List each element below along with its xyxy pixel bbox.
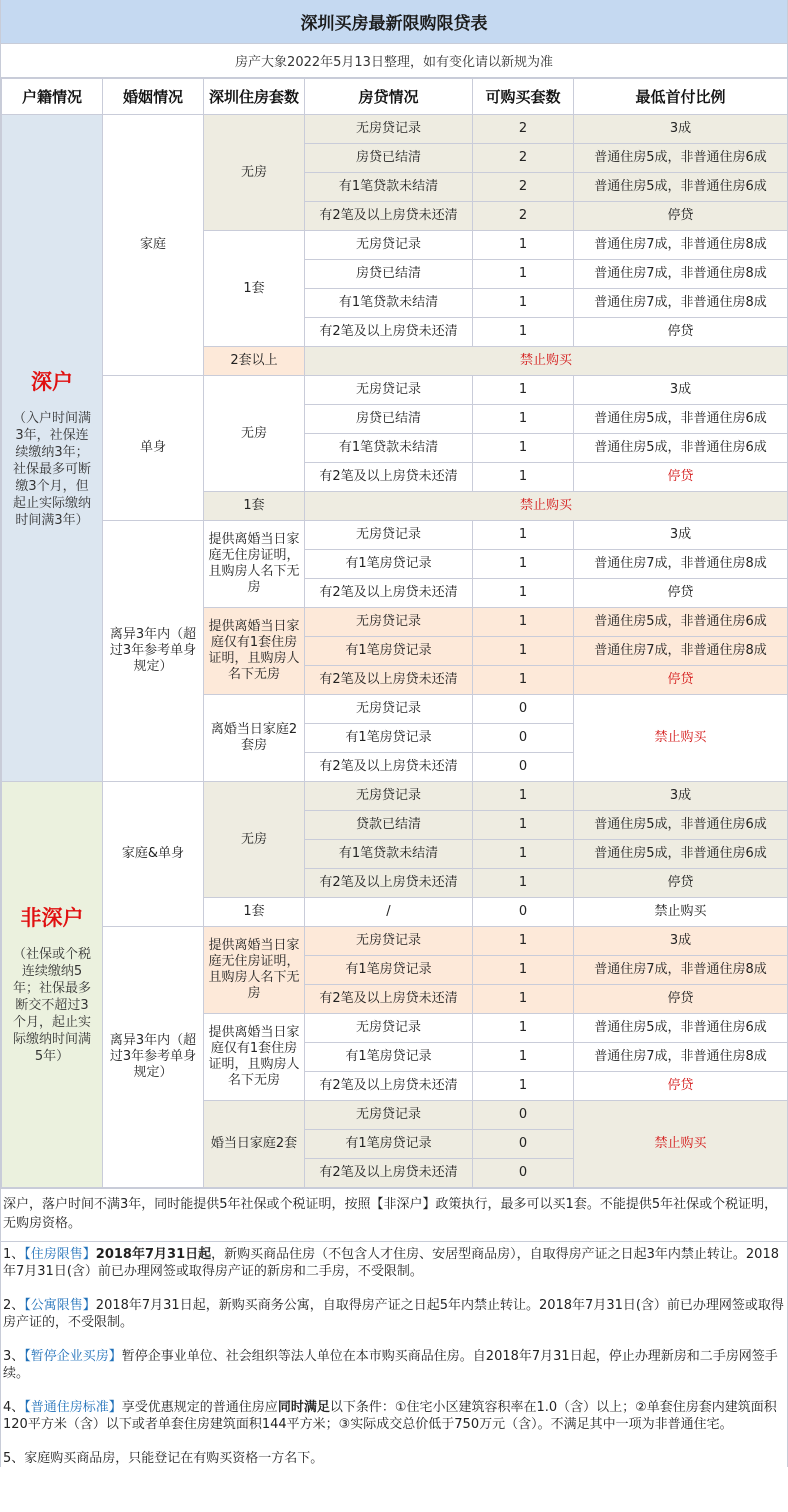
count-cell: 1 (473, 289, 574, 318)
loan-cell: 有1笔贷款未结清 (305, 434, 473, 463)
table-row (2, 376, 788, 405)
loan-cell: 贷款已结清 (305, 811, 473, 840)
homes-divorced-none: 提供离婚当日家庭无住房证明，且购房人名下无房 (204, 521, 305, 608)
count-cell: 1 (473, 927, 574, 956)
header-homes: 深圳住房套数 (204, 79, 305, 115)
note-tag: 【住房限售】 (24, 1247, 96, 1262)
note-tag: 【公寓限售】 (24, 1298, 96, 1313)
count-cell: 0 (473, 724, 574, 753)
hukou-feishenhu-note: （社保或个税连续缴纳5年；社保最多断交不超过3个月，起止实际缴纳时间满5年） (12, 947, 91, 1064)
loan-cell: 无房贷记录 (305, 1014, 473, 1043)
count-cell: 1 (473, 840, 574, 869)
homes-two-plus: 2套以上 (204, 347, 305, 376)
hukou-shenhu-cell (2, 115, 103, 782)
loan-cell: 无房贷记录 (305, 1101, 473, 1130)
loan-cell: 有1笔贷款未结清 (305, 840, 473, 869)
marital-family-single: 家庭&单身 (103, 782, 204, 927)
loan-cell: 有2笔及以上房贷未还清 (305, 579, 473, 608)
count-cell: 0 (473, 898, 574, 927)
note-prefix: 5、 (3, 1451, 25, 1466)
ratio-cell: 普通住房5成，非普通住房6成 (574, 405, 788, 434)
count-cell: 1 (473, 985, 574, 1014)
note-text: 2018年7月31日起，新购买商务公寓，自取得房产证之日起5年内禁止转让。2018年7月31日(含）前已办理网签或取得房产证的，不受限制。 (3, 1298, 784, 1330)
loan-cell: 有1笔房贷记录 (305, 1043, 473, 1072)
note-text: 家庭购买商品房，只能登记在有购买资格一方名下。 (24, 1451, 324, 1466)
loan-cell: 有1笔房贷记录 (305, 724, 473, 753)
count-cell: 0 (473, 753, 574, 782)
notes-section (1, 1188, 787, 1467)
homes-none: 无房 (204, 782, 305, 898)
count-cell: 1 (473, 956, 574, 985)
header-count: 可购买套数 (473, 79, 574, 115)
ratio-cell: 停贷 (574, 869, 788, 898)
count-cell: 1 (473, 550, 574, 579)
note-pre: 享受优惠规定的普通住房应 (121, 1400, 278, 1415)
loan-cell: 房贷已结清 (305, 144, 473, 173)
count-cell: 1 (473, 811, 574, 840)
count-cell: 2 (473, 144, 574, 173)
table-row (2, 115, 788, 144)
hukou-feishenhu-label: 非深户 (20, 905, 84, 930)
ratio-cell: 普通住房7成，非普通住房8成 (574, 260, 788, 289)
table-header-row (2, 79, 788, 115)
note-prefix: 3、 (3, 1349, 25, 1364)
loan-cell: 有1笔贷款未结清 (305, 173, 473, 202)
ratio-cell: 普通住房7成，非普通住房8成 (574, 637, 788, 666)
loan-cell: 无房贷记录 (305, 695, 473, 724)
footnote: 深户，落户时间不满3年，同时能提供5年社保或个税证明，按照【非深户】政策执行，最多可以买1套。不能提供5年社保或个税证明，无购房资格。 (1, 1189, 787, 1242)
forbidden-cell: 禁止购买 (305, 347, 788, 376)
count-cell: 1 (473, 579, 574, 608)
ratio-cell: 普通住房7成，非普通住房8成 (574, 289, 788, 318)
ratio-cell: 停贷 (574, 985, 788, 1014)
header-ratio: 最低首付比例 (574, 79, 788, 115)
count-cell: 2 (473, 202, 574, 231)
loan-cell: 无房贷记录 (305, 782, 473, 811)
forbidden-cell: 禁止购买 (305, 492, 788, 521)
count-cell: 1 (473, 434, 574, 463)
ratio-cell: 3成 (574, 521, 788, 550)
marital-single: 单身 (103, 376, 204, 521)
homes-divorced-two: 婚当日家庭2套 (204, 1101, 305, 1188)
header-loan: 房贷情况 (305, 79, 473, 115)
count-cell: 1 (473, 1014, 574, 1043)
note-prefix: 2、 (3, 1298, 25, 1313)
ratio-cell: 普通住房5成，非普通住房6成 (574, 840, 788, 869)
loan-cell: 房贷已结清 (305, 260, 473, 289)
hukou-shenhu-label: 深户 (31, 368, 73, 394)
loan-cell: 有2笔及以上房贷未还清 (305, 666, 473, 695)
page-title: 深圳买房最新限购限贷表 (1, 0, 787, 44)
policy-notes (1, 1242, 787, 1467)
loan-cell: 有2笔及以上房贷未还清 (305, 869, 473, 898)
ratio-cell: 普通住房5成，非普通住房6成 (574, 434, 788, 463)
ratio-cell: 3成 (574, 115, 788, 144)
marital-divorced: 离异3年内（超过3年参考单身规定） (103, 521, 204, 782)
note-item-2 (3, 1297, 785, 1331)
homes-one: 1套 (204, 231, 305, 347)
ratio-cell: 停贷 (574, 463, 788, 492)
ratio-cell: 停贷 (574, 1072, 788, 1101)
loan-cell: 有2笔及以上房贷未还清 (305, 1159, 473, 1188)
count-cell: 1 (473, 318, 574, 347)
loan-cell: 有2笔及以上房贷未还清 (305, 985, 473, 1014)
count-cell: 1 (473, 869, 574, 898)
count-cell: 1 (473, 637, 574, 666)
loan-cell: 无房贷记录 (305, 608, 473, 637)
marital-divorced: 离异3年内（超过3年参考单身规定） (103, 927, 204, 1188)
loan-cell: 有1笔房贷记录 (305, 550, 473, 579)
count-cell: 1 (473, 231, 574, 260)
ratio-cell: 普通住房7成，非普通住房8成 (574, 231, 788, 260)
loan-cell: 有1笔房贷记录 (305, 637, 473, 666)
count-cell: 0 (473, 1159, 574, 1188)
count-cell: 1 (473, 521, 574, 550)
homes-divorced-one: 提供离婚当日家庭仅有1套住房证明，且购房人名下无房 (204, 608, 305, 695)
table-row (2, 521, 788, 550)
loan-cell: 无房贷记录 (305, 521, 473, 550)
table-row (2, 782, 788, 811)
loan-cell: 无房贷记录 (305, 231, 473, 260)
note-text: 暂停企事业单位、社会组织等法人单位在本市购买商品住房。自2018年7月31日起，停止办理新房和二手房网签手续。 (3, 1349, 778, 1381)
homes-one: 1套 (204, 492, 305, 521)
ratio-cell: 停贷 (574, 202, 788, 231)
loan-cell: 有2笔及以上房贷未还清 (305, 1072, 473, 1101)
hukou-feishenhu-cell (2, 782, 103, 1188)
header-marital: 婚姻情况 (103, 79, 204, 115)
ratio-cell: 3成 (574, 927, 788, 956)
count-cell: 2 (473, 115, 574, 144)
ratio-cell: 禁止购买 (574, 898, 788, 927)
count-cell: 1 (473, 782, 574, 811)
homes-none: 无房 (204, 376, 305, 492)
loan-cell: 有1笔贷款未结清 (305, 289, 473, 318)
count-cell: 1 (473, 1043, 574, 1072)
loan-cell: 有2笔及以上房贷未还清 (305, 202, 473, 231)
forbidden-cell: 禁止购买 (574, 695, 788, 782)
count-cell: 1 (473, 463, 574, 492)
count-cell: 1 (473, 405, 574, 434)
homes-one: 1套 (204, 898, 305, 927)
loan-cell: 无房贷记录 (305, 115, 473, 144)
note-prefix: 4、 (3, 1400, 25, 1415)
note-text: 以下条件：①住宅小区建筑容积率在1.0（含）以上；②单套住房套内建筑面积120平方米（含）以下或者单套住房建筑面积144平方米；③实际成交总价低于750万元（含）。不满足其中一项为非普通住宅。 (3, 1400, 777, 1432)
ratio-cell: 普通住房7成，非普通住房8成 (574, 956, 788, 985)
note-item-5 (3, 1450, 785, 1467)
ratio-cell: 普通住房7成，非普通住房8成 (574, 1043, 788, 1072)
ratio-cell: 普通住房5成，非普通住房6成 (574, 173, 788, 202)
note-item-3 (3, 1348, 785, 1382)
note-prefix: 1、 (3, 1247, 25, 1262)
count-cell: 1 (473, 1072, 574, 1101)
ratio-cell: 普通住房5成，非普通住房6成 (574, 1014, 788, 1043)
homes-divorced-none: 提供离婚当日家庭无住房证明，且购房人名下无房 (204, 927, 305, 1014)
loan-cell: 有2笔及以上房贷未还清 (305, 753, 473, 782)
count-cell: 1 (473, 376, 574, 405)
loan-cell: / (305, 898, 473, 927)
loan-cell: 无房贷记录 (305, 376, 473, 405)
ratio-cell: 普通住房5成，非普通住房6成 (574, 608, 788, 637)
note-item-4 (3, 1399, 785, 1433)
homes-divorced-two: 离婚当日家庭2套房 (204, 695, 305, 782)
ratio-cell: 3成 (574, 376, 788, 405)
marital-family: 家庭 (103, 115, 204, 376)
count-cell: 0 (473, 695, 574, 724)
loan-cell: 房贷已结清 (305, 405, 473, 434)
ratio-cell: 普通住房7成，非普通住房8成 (574, 550, 788, 579)
count-cell: 1 (473, 666, 574, 695)
ratio-cell: 停贷 (574, 579, 788, 608)
ratio-cell: 停贷 (574, 666, 788, 695)
header-hukou: 户籍情况 (2, 79, 103, 115)
note-tag: 【暂停企业买房】 (24, 1349, 122, 1364)
homes-divorced-one: 提供离婚当日家庭仅有1套住房证明，且购房人名下无房 (204, 1014, 305, 1101)
loan-cell: 有1笔房贷记录 (305, 1130, 473, 1159)
count-cell: 0 (473, 1130, 574, 1159)
count-cell: 1 (473, 260, 574, 289)
loan-cell: 有2笔及以上房贷未还清 (305, 318, 473, 347)
ratio-cell: 停贷 (574, 318, 788, 347)
page-subtitle: 房产大象2022年5月13日整理，如有变化请以新规为准 (1, 44, 787, 78)
forbidden-cell: 禁止购买 (574, 1101, 788, 1188)
ratio-cell: 普通住房5成，非普通住房6成 (574, 144, 788, 173)
note-tag: 【普通住房标准】 (24, 1400, 122, 1415)
count-cell: 1 (473, 608, 574, 637)
policy-table (1, 78, 788, 1188)
note-bold: 2018年7月31日起 (95, 1247, 212, 1262)
count-cell: 2 (473, 173, 574, 202)
loan-cell: 无房贷记录 (305, 927, 473, 956)
ratio-cell: 普通住房5成，非普通住房6成 (574, 811, 788, 840)
ratio-cell: 3成 (574, 782, 788, 811)
note-bold: 同时满足 (277, 1400, 330, 1415)
note-text: ，新购买商品住房（不包含人才住房、安居型商品房），自取得房产证之日起3年内禁止转让。2018年7月31日(含）前已办理网签或取得房产证的新房和二手房，不受限制。 (3, 1247, 779, 1279)
table-row (2, 927, 788, 956)
loan-cell: 有1笔房贷记录 (305, 956, 473, 985)
note-item-1 (3, 1246, 785, 1280)
hukou-shenhu-note: （入户时间满3年，社保连续缴纳3年；社保最多可断缴3个月，但起止实际缴纳时间满3年） (12, 410, 91, 528)
count-cell: 0 (473, 1101, 574, 1130)
loan-cell: 有2笔及以上房贷未还清 (305, 463, 473, 492)
homes-none: 无房 (204, 115, 305, 231)
